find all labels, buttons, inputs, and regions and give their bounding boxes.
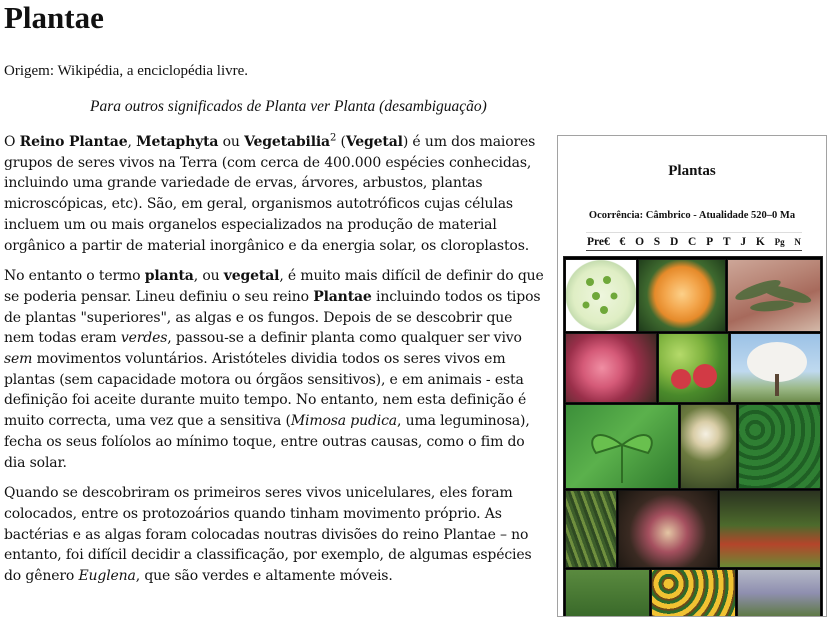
taxobox (557, 135, 827, 617)
article-body (4, 132, 544, 597)
disambiguation-note: Para outros significados de Planta ver Planta (desambiguação) (90, 98, 487, 115)
ginkgo-drawing (566, 405, 678, 488)
bold-term: Vegetal (345, 134, 403, 150)
bold-term: planta (144, 268, 194, 285)
period-label[interactable]: C (688, 235, 697, 248)
berries-drawing (659, 334, 728, 402)
page-title: Plantae (4, 0, 104, 35)
conifer-needles-photo (565, 490, 617, 568)
blossoming-tree-photo (730, 333, 821, 403)
orchid-photo (618, 490, 718, 568)
tree-drawing (731, 334, 820, 402)
italic-term: Mimosa pudica (290, 413, 397, 430)
occurrence-range: Ocorrência: Câmbrico - Atualidade 520–0 Ma (588, 210, 796, 221)
bold-term: Reino Plantae (19, 134, 128, 150)
italic-term: Euglena (78, 568, 136, 585)
period-label[interactable]: N (794, 236, 801, 247)
bold-term: Plantae (313, 288, 372, 305)
period-label[interactable]: P (706, 235, 714, 248)
lavender-photo (737, 569, 821, 617)
pink-flower-photo (565, 333, 657, 403)
green-algae-cell-photo (565, 259, 637, 332)
origin-note: Origem: Wikipédia, a enciclopédia livre. (4, 63, 249, 79)
italic-term: verdes (120, 330, 168, 347)
desert-plant-photo (727, 259, 821, 332)
leaves-drawing (728, 260, 820, 331)
moss-sporophytes-photo (719, 490, 821, 568)
clover-patch-photo (738, 404, 821, 489)
period-label[interactable]: T (722, 235, 731, 248)
paragraph-3: Quando se descobriram os primeiros seres vivos unicelulares, eles foram colocados, entre os protozoários quando tinham movimento próprio. As bactérias e as algas foram colocadas noutras divisões do reino Plantae – no entanto, foi difícil decidir a classificação, por exemplo, de algumas espécies do gênero Euglena, que são verdes e altamente móveis. (4, 485, 532, 585)
period-label[interactable]: O (635, 235, 645, 248)
sunflower-field-photo (651, 569, 736, 617)
geologic-period-bar (586, 232, 802, 251)
paragraph-2: No entanto o termo planta, ou vegetal, é muito mais difícil de definir do que se poderia pensar. Lineu definiu o seu reino Plantae incluindo todos os tipos de plantas "superiores", as algas e os fungos. Depois de se descobrir que nem todas eram verdes, passou-se a definir planta como qualquer ser vivo sem movimentos voluntários. Aristóteles dividia todos os seres vivos em plantas (sem capacidade motora ou órgãos sensitivos), e em animais - esta definição foi aceite durante muito tempo. No entanto, nem esta definição é muito correcta, uma vez que a sensitiva (Mimosa pudica, uma leguminosa), fecha os seus folíolos ao mínimo toque, entre outras causas, como o fim do dia solar. (4, 268, 544, 471)
bold-term: vegetal (223, 268, 280, 285)
period-label[interactable]: D (669, 235, 679, 248)
taxobox-title: Plantas (668, 163, 716, 179)
algae-cells-drawing (566, 260, 636, 331)
period-label[interactable]: Pg (774, 236, 785, 247)
plant-photo-collage[interactable] (563, 256, 823, 617)
period-label[interactable]: S (653, 235, 661, 248)
dandelion-seedhead-photo (680, 404, 737, 489)
italic-term: sem (4, 351, 33, 368)
ginkgo-leaves-photo (565, 404, 679, 489)
period-label[interactable]: Pre€ (587, 235, 610, 248)
period-label[interactable]: € (619, 235, 626, 248)
footnote-ref[interactable]: 2 (329, 132, 337, 144)
bold-term: Vegetabilia (244, 134, 330, 150)
paragraph-1: O Reino Plantae, Metaphyta ou Vegetabilia$^2$ (Vegetal) é um dos maiores grupos de seres vivos na Terra (com cerca de 400.000 espécies conhecidas, incluindo uma grande variedade de ervas, árvores, arbustos, plantas microscópicas, etc). São, em geral, organismos autotróficos cujas células incluem um ou mais organelos especializados na produção de material orgânico a partir de material inorgânico e da energia solar, os cloroplastos. (4, 132, 536, 254)
fern-photo (565, 569, 650, 617)
raspberries-photo (658, 333, 729, 403)
period-label[interactable]: J (740, 235, 747, 248)
bold-term: Metaphyta (136, 134, 219, 150)
period-label[interactable]: K (755, 235, 765, 248)
orange-rose-photo (638, 259, 726, 332)
